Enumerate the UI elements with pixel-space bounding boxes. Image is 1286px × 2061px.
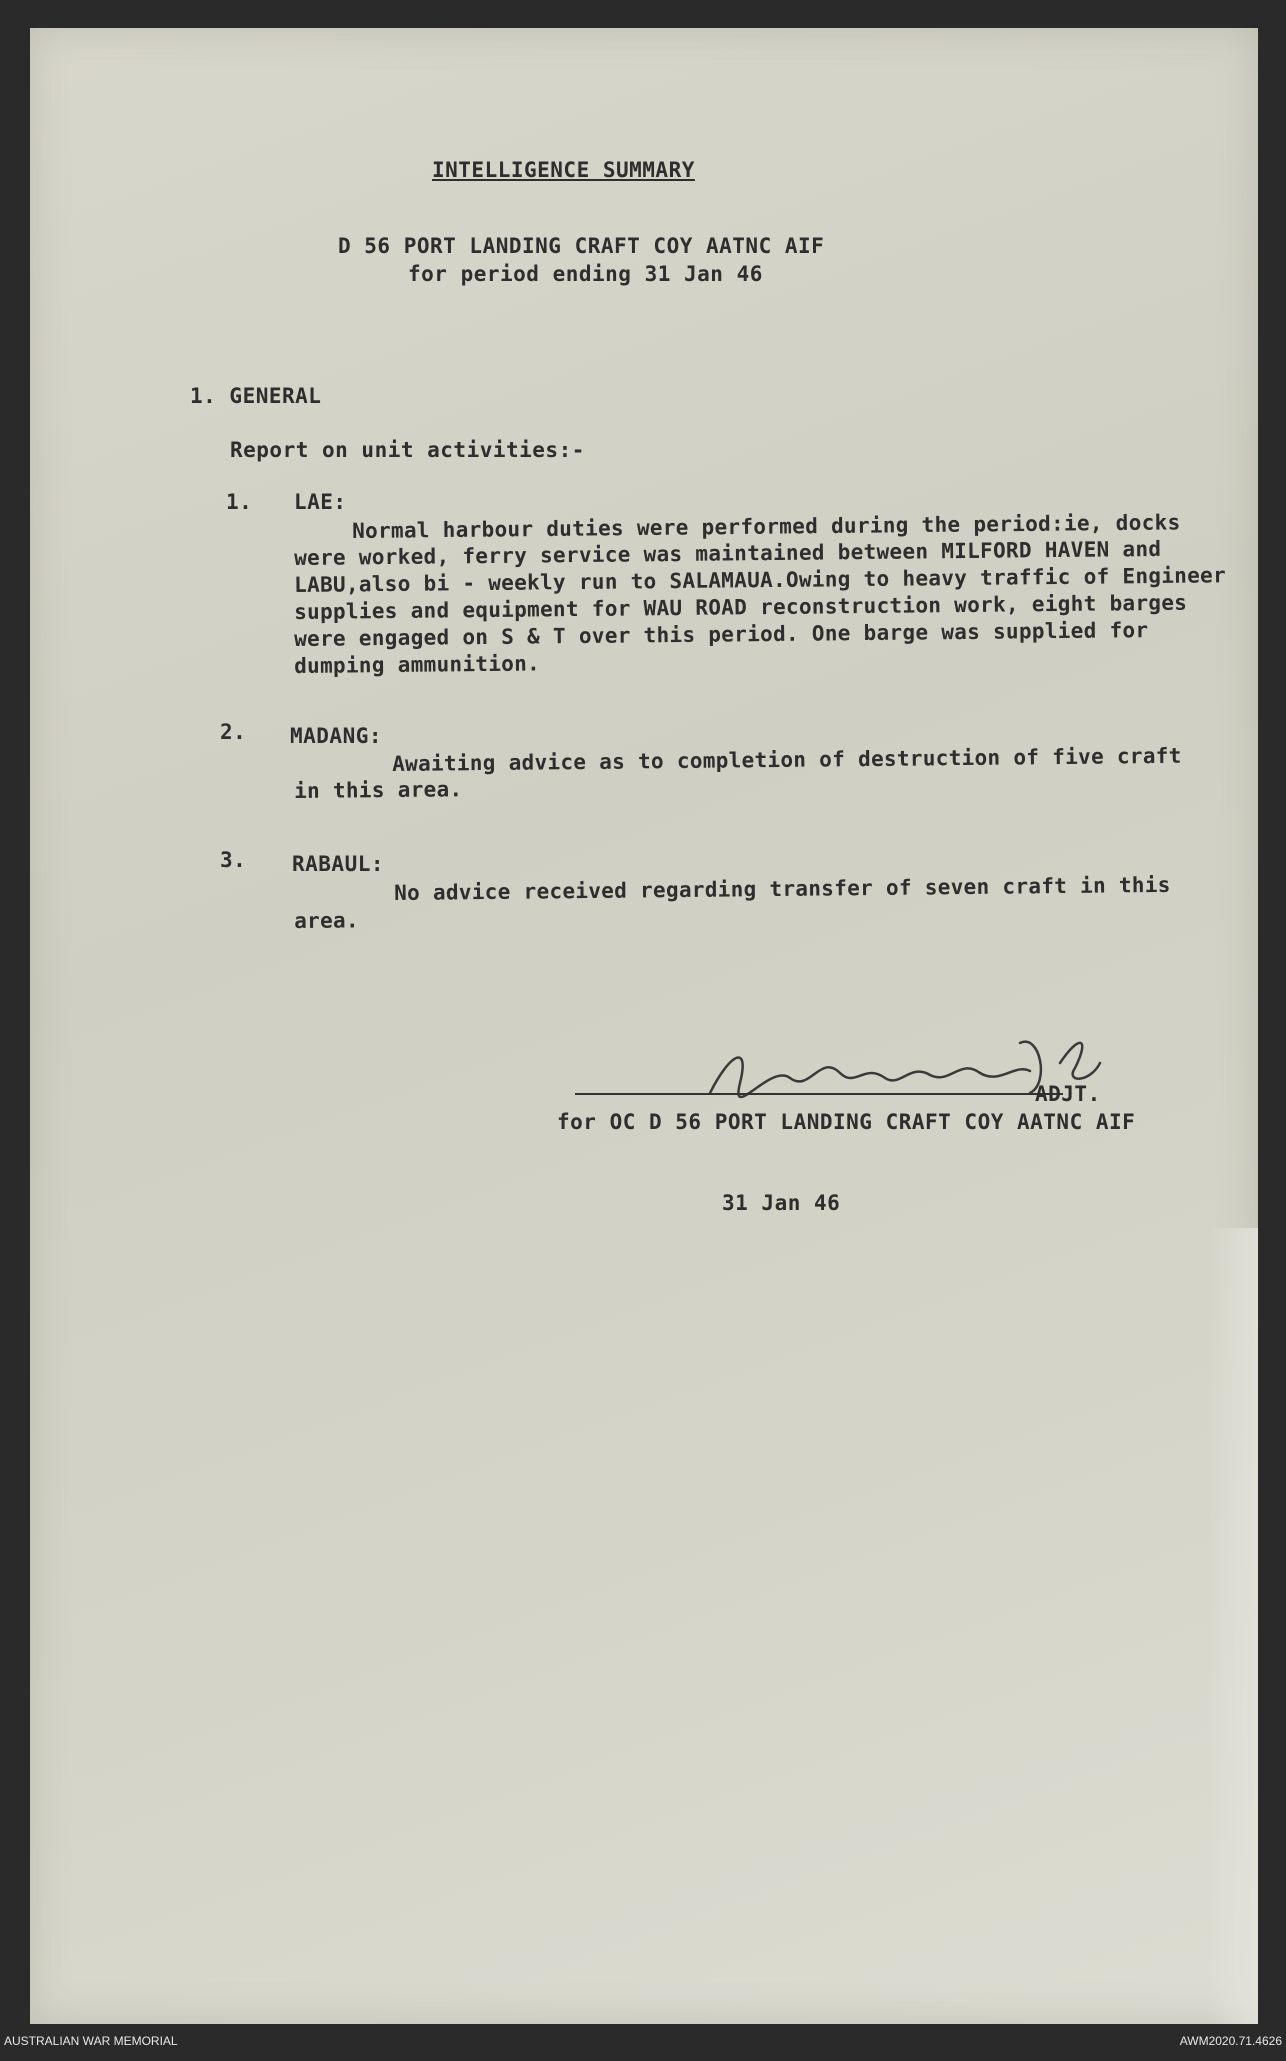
item-line: supplies and equipment for WAU ROAD reconstruction work, eight barges	[294, 590, 1188, 624]
item-line: were worked, ferry service was maintained between MILFORD HAVEN and	[294, 536, 1162, 570]
item-number: 3.	[220, 848, 247, 872]
item-line: LABU,also bi - weekly run to SALAMAUA.Owing to heavy traffic of Engineer	[294, 563, 1227, 597]
document-page	[30, 28, 1258, 2024]
item-line: were engaged on S & T over this period. One barge was supplied for	[294, 618, 1149, 651]
item-line: area.	[294, 908, 359, 933]
footer-institution: AUSTRALIAN WAR MEMORIAL	[4, 2034, 178, 2048]
period-line: for period ending 31 Jan 46	[408, 262, 763, 286]
document-title: INTELLIGENCE SUMMARY	[432, 158, 695, 182]
item-number: 1.	[226, 490, 253, 514]
item-place: MADANG:	[290, 724, 383, 748]
item-line: dumping ammunition.	[294, 651, 541, 678]
section-heading: 1. GENERAL	[190, 384, 322, 408]
document-date: 31 Jan 46	[722, 1191, 841, 1215]
item-number: 2.	[220, 720, 247, 744]
item-line: in this area.	[294, 777, 463, 803]
item-line: Awaiting advice as to completion of destruction of five craft	[392, 743, 1182, 776]
section-intro: Report on unit activities:-	[230, 438, 585, 462]
item-line: Normal harbour duties were performed during the period:ie, docks	[352, 510, 1181, 543]
item-line: No advice received regarding transfer of seven craft in this	[394, 872, 1171, 905]
signature-line	[575, 1093, 1063, 1095]
signature-role: ADJT.	[1035, 1082, 1101, 1106]
unit-line: D 56 PORT LANDING CRAFT COY AATNC AIF	[338, 234, 825, 258]
signature-for-line: for OC D 56 PORT LANDING CRAFT COY AATNC AIF	[557, 1110, 1136, 1134]
footer-accession: AWM2020.71.4626	[1179, 2034, 1282, 2048]
item-place: RABAUL:	[292, 852, 385, 876]
item-place: LAE:	[294, 490, 347, 514]
